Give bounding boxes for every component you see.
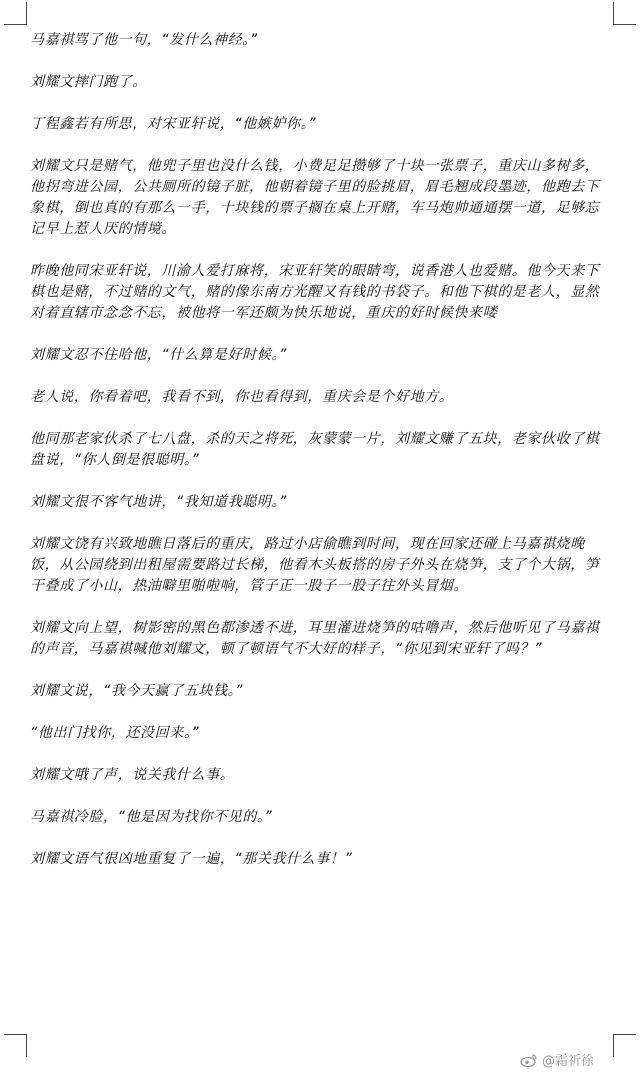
watermark (520, 1050, 594, 1069)
paragraph: 刘耀文哦了声，说关我什么事。 (30, 767, 235, 783)
paragraph: 丁程鑫若有所思，对宋亚轩说，“他嫉妒你。” (30, 116, 317, 132)
paragraph: 昨晚他同宋亚轩说，川渝人爱打麻将，宋亚轩笑的眼睛弯，说香港人也爱赌。他今天来下棋也是赌，不过赌的文气，赌的像东南方光醒又有钱的书袋子。和他下棋的是老人，显然对着直辖市念念不忘，被他将一军还颇为快乐地说，重庆的好时候快来喽 (30, 263, 600, 321)
paragraph: 刘耀文只是赌气，他兜子里也没什么钱，小费足足攒够了十块一张票子，重庆山多树多，他拐弯进公园，公共厕所的镜子脏，他朝着镜子里的脸挑眉，眉毛翘成段墨迹，他跑去下象棋，倒也真的有那么一手，十块钱的票子搁在桌上开赌，车马炮帅通通摆一道，足够忘记早上惹人厌的情境。 (30, 158, 600, 237)
paragraph: 刘耀文饶有兴致地瞧日落后的重庆，路过小店偷瞧到时间，现在回家还碰上马嘉祺烧晚饭，从公园绕到出租屋需要路过长梯，他看木头板搭的房子外头在烧笋，支了个大锅，笋干叠成了小山，热油噼里啪啦响，管子正一股子一股子往外头冒烟。 (30, 536, 600, 594)
crop-mark-bottom-right (613, 1034, 636, 1057)
paragraph: 他同那老家伙杀了七八盘，杀的天之将死，灰蒙蒙一片，刘耀文赚了五块，老家伙收了棋盘说，“你人倒是很聪明。” (30, 431, 600, 468)
document-body (30, 30, 610, 891)
crop-mark-top-right (613, 2, 636, 25)
paragraph: 刘耀文说，“我今天赢了五块钱。” (30, 683, 244, 699)
crop-mark-top-left (4, 2, 27, 25)
paragraph: 马嘉祺冷脸，“他是因为找你不见的。” (30, 809, 273, 825)
paragraph: 刘耀文摔门跑了。 (30, 74, 147, 90)
crop-mark-bottom-left (4, 1034, 27, 1057)
paragraph: 刘耀文忍不住哈他，“什么算是好时候。” (30, 347, 287, 363)
paragraph: 老人说，你看着吧，我看不到，你也看得到，重庆会是个好地方。 (30, 389, 454, 405)
paragraph: 刘耀文很不客气地讲，“我知道我聪明。” (30, 494, 287, 510)
paragraph: “他出门找你，还没回来。” (30, 725, 200, 741)
paragraph: 刘耀文语气很凶地重复了一遍，“那关我什么事！” (30, 851, 353, 867)
paragraph: 马嘉祺骂了他一句，“发什么神经。” (30, 32, 258, 48)
weibo-icon (520, 1053, 538, 1067)
paragraph: 刘耀文向上望，树影密的黑色都渗透不进，耳里灌进烧笋的咕噜声，然后他听见了马嘉祺的声音，马嘉祺喊他刘耀文，顿了顿语气不大好的样子，“你见到宋亚轩了吗？” (30, 620, 600, 657)
watermark-text: @霜祈徐 (542, 1054, 595, 1069)
